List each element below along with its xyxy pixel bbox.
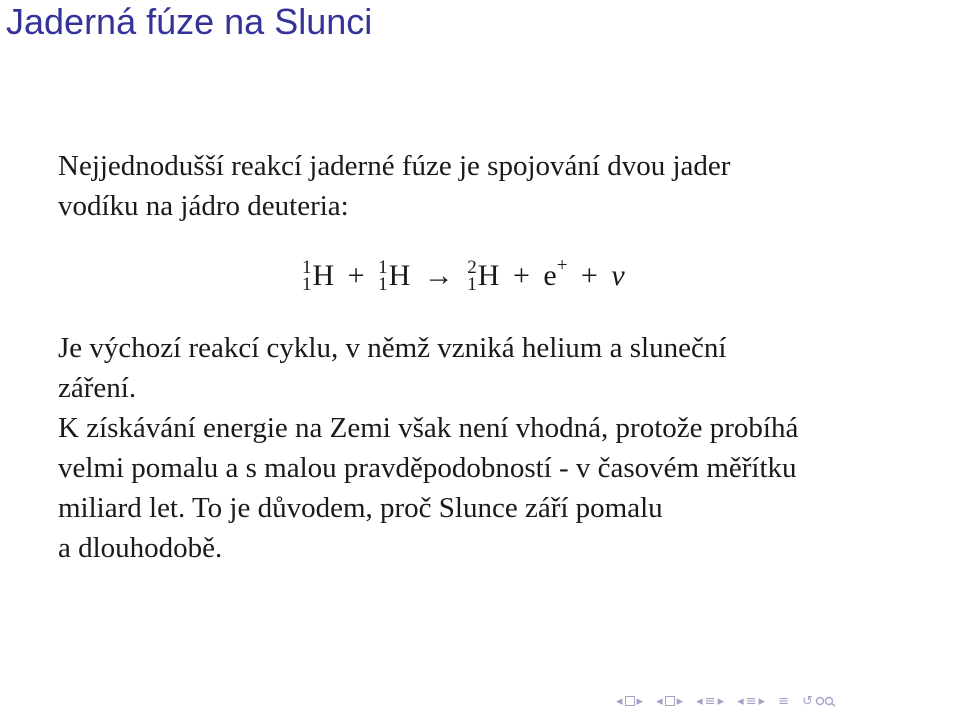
text-line: Nejjednodušší reakcí jaderné fúze je spojování dvou jader bbox=[58, 150, 731, 182]
document-icon: ≡ bbox=[745, 693, 757, 709]
text-line: vodíku na jádro deuteria: bbox=[58, 190, 349, 222]
intro-paragraph bbox=[58, 146, 730, 226]
element-symbol: H bbox=[477, 259, 500, 292]
positron bbox=[543, 255, 568, 292]
nav-left-arrow-icon[interactable]: ◂ bbox=[616, 693, 623, 709]
text-line: K získávání energie na Zemi však není vhodná, protože probíhá bbox=[58, 412, 799, 444]
positron-charge: + bbox=[556, 255, 568, 276]
atomic-number: 1 bbox=[378, 274, 388, 296]
mass-number: 2 bbox=[467, 257, 477, 279]
back-icon[interactable]: ↺ bbox=[801, 693, 813, 709]
section-icon: ≡ bbox=[704, 693, 716, 709]
plus-sign: + bbox=[347, 259, 365, 292]
nav-right-arrow-icon[interactable]: ▸ bbox=[676, 693, 684, 709]
nav-frame-group[interactable] bbox=[616, 694, 643, 709]
subsection-icon bbox=[665, 696, 675, 706]
mass-number: 1 bbox=[302, 257, 312, 279]
plus-sign: + bbox=[512, 259, 530, 292]
nav-search-group[interactable] bbox=[802, 694, 841, 709]
nav-right-arrow-icon[interactable]: ▸ bbox=[636, 693, 644, 709]
product-deuterium bbox=[467, 254, 499, 298]
fusion-equation bbox=[302, 254, 625, 298]
text-line: a dlouhodobě. bbox=[58, 532, 223, 564]
nav-subsection-group[interactable] bbox=[656, 694, 683, 709]
nav-left-arrow-icon[interactable]: ◂ bbox=[696, 693, 703, 709]
nav-right-arrow-icon[interactable]: ▸ bbox=[758, 693, 766, 709]
nav-appendix-group[interactable] bbox=[778, 694, 789, 709]
body-paragraph bbox=[58, 328, 798, 568]
text-line: záření. bbox=[58, 372, 137, 404]
reaction-arrow: → bbox=[423, 259, 454, 292]
nav-left-arrow-icon[interactable]: ◂ bbox=[737, 693, 744, 709]
frame-icon bbox=[625, 696, 635, 706]
appendix-icon[interactable]: ≡ bbox=[778, 693, 789, 709]
slide-title: Jaderná fúze na Slunci bbox=[6, 1, 373, 42]
reactant-hydrogen-1 bbox=[302, 254, 334, 298]
element-symbol: H bbox=[388, 259, 411, 292]
neutrino-symbol: ν bbox=[611, 259, 625, 292]
text-line: miliard let. To je důvodem, proč Slunce září pomalu bbox=[58, 492, 663, 524]
atomic-number: 1 bbox=[467, 274, 477, 296]
nav-left-arrow-icon[interactable]: ◂ bbox=[656, 693, 663, 709]
nav-right-arrow-icon[interactable]: ▸ bbox=[717, 693, 725, 709]
element-symbol: H bbox=[312, 259, 335, 292]
atomic-number: 1 bbox=[302, 274, 312, 296]
positron-symbol: e bbox=[543, 259, 557, 292]
text-line: Je výchozí reakcí cyklu, v němž vzniká helium a sluneční bbox=[58, 332, 727, 364]
text-line: velmi pomalu a s malou pravděpodobností - v časovém měřítku bbox=[58, 452, 797, 484]
nav-section-group[interactable] bbox=[696, 694, 724, 709]
search-icon[interactable] bbox=[815, 695, 841, 707]
plus-sign: + bbox=[580, 259, 598, 292]
nav-document-group[interactable] bbox=[737, 694, 765, 709]
beamer-navigation-bar bbox=[616, 690, 849, 712]
reactant-hydrogen-2 bbox=[378, 254, 410, 298]
mass-number: 1 bbox=[378, 257, 388, 279]
